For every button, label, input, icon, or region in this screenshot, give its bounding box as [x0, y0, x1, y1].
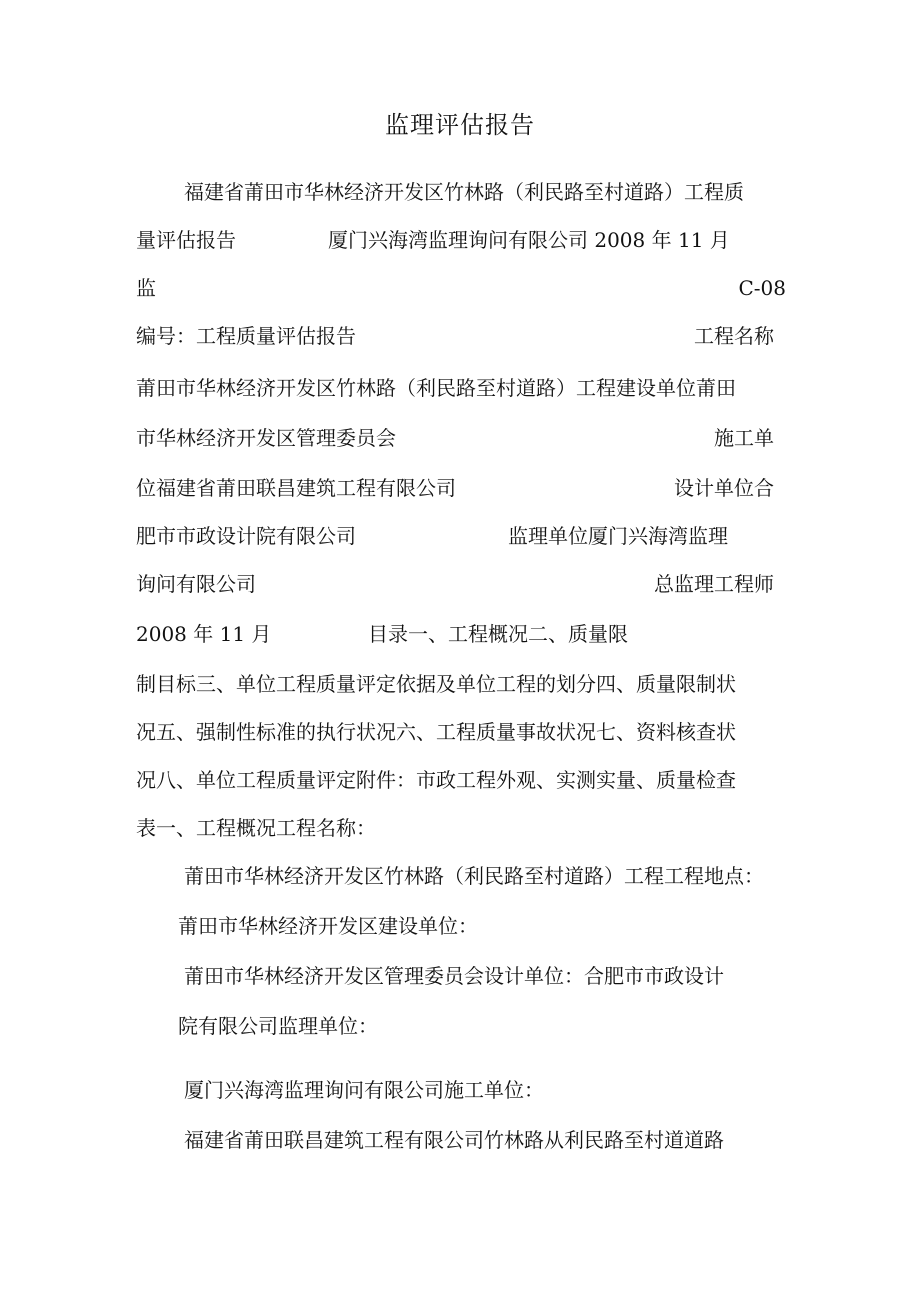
text-line-5 [136, 372, 786, 404]
text-segment: 院有限公司监理单位： [178, 1014, 378, 1038]
text-segment: 肥市市政设计院有限公司 [136, 524, 356, 548]
text-segment: 厦门兴海湾监理询问有限公司 2008 年 11 月 [328, 228, 730, 252]
text-segment: 制目标三、单位工程质量评定依据及单位工程的划分四、质量限制状 [136, 672, 736, 696]
text-line-1 [136, 176, 786, 208]
document-title: 监理评估报告 [385, 111, 535, 139]
text-segment: 总监理工程师 [654, 572, 774, 596]
text-line-11 [136, 668, 786, 700]
text-segment: 莆田市华林经济开发区管理委员会设计单位：合肥市市政设计 [184, 964, 724, 988]
text-segment: 莆田市华林经济开发区竹林路（利民路至村道路）工程建设单位莆田 [136, 376, 736, 400]
text-segment: 设计单位合 [674, 476, 774, 500]
text-line-13 [136, 764, 786, 796]
text-segment: 福建省莆田市华林经济开发区竹林路（利民路至村道路）工程质 [184, 180, 744, 204]
text-segment: 施工单 [714, 426, 774, 450]
text-segment: 莆田市华林经济开发区竹林路（利民路至村道路）工程工程地点： [184, 864, 764, 888]
text-segment: 监理单位厦门兴海湾监理 [508, 524, 728, 548]
text-line-9 [136, 568, 786, 600]
text-line-14 [136, 812, 786, 844]
text-line-12 [136, 716, 786, 748]
text-segment: 市华林经济开发区管理委员会 [136, 426, 396, 450]
text-segment: 询问有限公司 [136, 572, 256, 596]
text-segment: 表一、工程概况工程名称： [136, 816, 376, 840]
text-segment: 监 [136, 276, 156, 300]
text-line-7 [136, 472, 786, 504]
text-segment: 量评估报告 [136, 228, 236, 252]
text-segment: 莆田市华林经济开发区建设单位： [178, 914, 478, 938]
text-line-3 [136, 272, 786, 304]
text-segment: 工程名称 [694, 324, 774, 348]
text-segment: 位福建省莆田联昌建筑工程有限公司 [136, 476, 456, 500]
text-line-2 [136, 224, 786, 256]
text-line-8 [136, 520, 786, 552]
text-segment: 目录一、工程概况二、质量限 [368, 622, 628, 646]
document-code: C-08 [738, 276, 786, 300]
text-segment: 况五、强制性标准的执行状况六、工程质量事故状况七、资料核查状 [136, 720, 736, 744]
text-line-4 [136, 320, 786, 352]
text-segment: 2008 年 11 月 [136, 622, 272, 646]
text-line-20 [136, 1124, 786, 1156]
text-line-18 [136, 1010, 786, 1042]
text-segment: 编号：工程质量评估报告 [136, 324, 356, 348]
text-segment: 福建省莆田联昌建筑工程有限公司竹林路从利民路至村道道路 [184, 1128, 724, 1152]
text-segment: 况八、单位工程质量评定附件：市政工程外观、实测实量、质量检查 [136, 768, 736, 792]
text-line-17 [136, 960, 786, 992]
text-line-16 [136, 910, 786, 942]
text-segment: 厦门兴海湾监理询问有限公司施工单位： [184, 1078, 544, 1102]
text-line-10 [136, 618, 786, 650]
text-line-19 [136, 1074, 786, 1106]
text-line-15 [136, 860, 786, 892]
text-line-6 [136, 422, 786, 454]
